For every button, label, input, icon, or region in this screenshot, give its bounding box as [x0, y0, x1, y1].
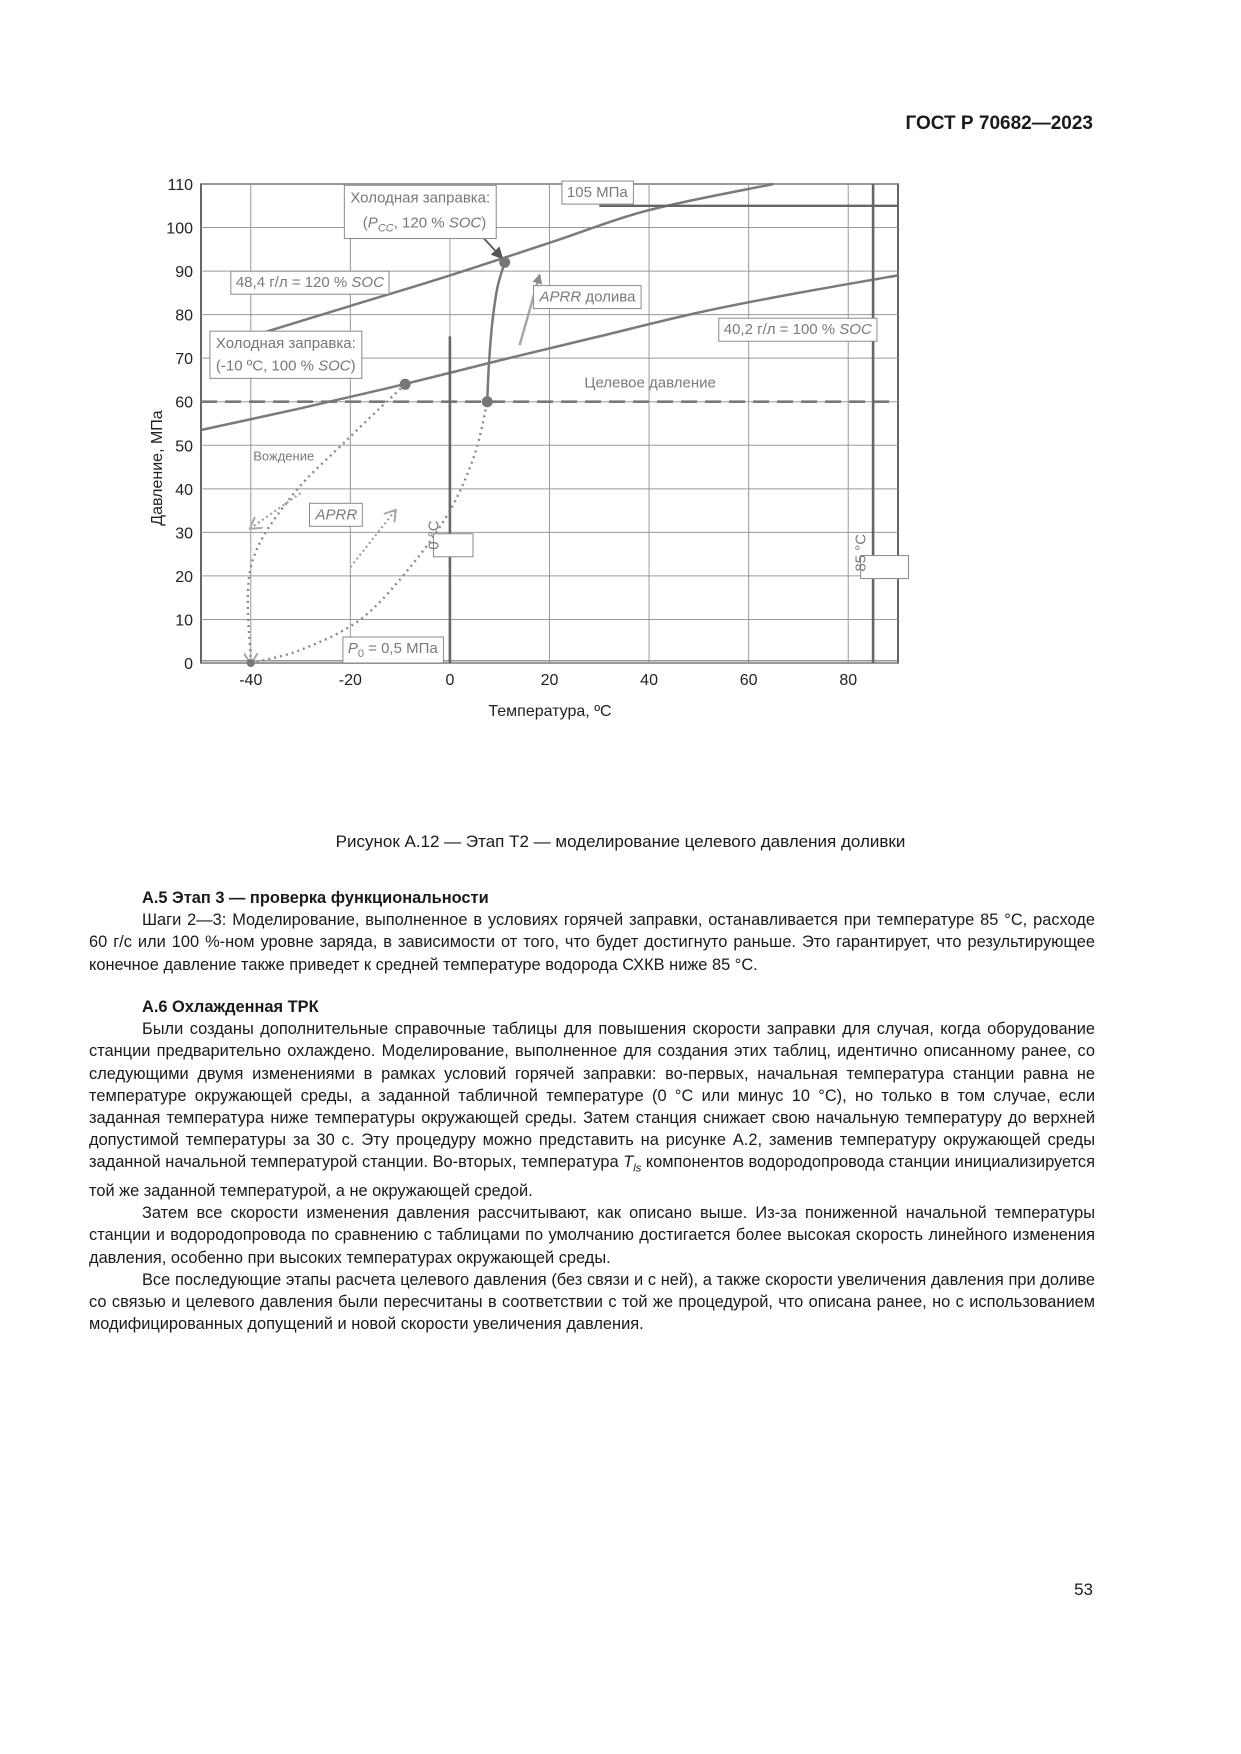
section-heading: А.6 Охлажденная ТРК — [142, 998, 319, 1016]
annotation-part: SOC — [839, 321, 872, 339]
label-p0 — [343, 637, 444, 663]
y-tick-label: 40 — [175, 481, 193, 499]
x-tick-label: -40 — [239, 672, 263, 689]
label-85c — [853, 534, 909, 579]
annotation-part: , 120 % — [393, 214, 449, 232]
y-tick-label: 110 — [167, 177, 193, 194]
y-tick-label: 70 — [175, 351, 193, 369]
y-tick-label: 10 — [175, 612, 193, 630]
annotation-part: 105 МПа — [566, 184, 628, 202]
section-a6 — [89, 996, 1095, 1335]
y-tick-label: 100 — [166, 220, 193, 238]
label-driving-text — [253, 449, 314, 464]
annotation-part: SOC — [448, 214, 482, 232]
section-heading: А.5 Этап 3 — проверка функциональности — [142, 889, 489, 907]
label-cold-fill-cc — [344, 185, 496, 238]
label-100-soc — [719, 318, 877, 341]
key-point — [400, 379, 411, 390]
annotation-part: (-10 ºС, 100 % — [215, 357, 319, 375]
annotation-part: 48,4 г/л = 120 % — [235, 274, 352, 292]
key-point — [499, 257, 510, 268]
label-target-pressure — [584, 374, 716, 391]
figure-caption: Рисунок А.12 — Этап T2 — моделирование целевого давления доливки — [335, 832, 906, 851]
y-tick-label: 0 — [184, 656, 193, 673]
y-axis-label: Давление, МПа — [149, 410, 166, 526]
target-pressure-chart — [140, 177, 1020, 816]
chart-grid — [201, 184, 898, 663]
annotation-part: P — [367, 214, 378, 232]
annotation-part: SOC — [351, 274, 384, 292]
y-tick-label: 60 — [175, 394, 193, 412]
x-axis-label: Температура, ºС — [488, 703, 612, 720]
y-tick-label: 90 — [175, 264, 193, 282]
label-105mpa-text — [567, 184, 628, 201]
chart-ticks — [166, 177, 857, 689]
annotation-part: Целевое давление — [584, 374, 716, 392]
y-tick-label: 20 — [175, 568, 193, 586]
paragraph-text: Были созданы дополнительные справочные таблицы для повышения скорости заправки для случая, когда оборудование станции предварительно охлаждено. Моделирование, выполненное для создания этих таблиц, идентично описанному ранее, со следующими двумя изменениями в рамках условий горячей заправки: во-первых, начальная температура станции равна не температуре окружающей среды, а заданной табличной температуре (0 °С или минус 10 °С), но только в том случае, если заданная температура ниже температуры окружающей среды. Затем станция снижает свою начальную температуру до верхней допустимой температуры за 30 с. Эту процедуру можно представить на рисунке А.2, заменив температуру окружающей среды заданной начальной температурой станции. Во-вторых, температура — [89, 1020, 1095, 1172]
annotation-part: 0 °С — [425, 520, 443, 550]
x-tick-label: 60 — [739, 672, 758, 689]
annotation-part: 0 — [357, 647, 365, 660]
key-point — [247, 659, 255, 667]
label-120-soc-text — [236, 274, 384, 291]
annotation-part: ) — [350, 357, 356, 375]
label-target-pressure-text — [584, 374, 716, 391]
x-tick-label: 40 — [640, 672, 658, 689]
x-tick-label: 80 — [839, 672, 858, 689]
x-tick-label: 0 — [445, 672, 455, 689]
tls-symbol: T — [623, 1153, 634, 1172]
label-driving — [253, 449, 314, 464]
label-aprr-top-text — [539, 289, 637, 306]
tls-subscript: ls — [633, 1162, 642, 1175]
label-100-soc-text — [724, 321, 872, 338]
annotation-part: ) — [481, 214, 487, 232]
annotation-part: долива — [581, 288, 636, 306]
paragraph-text: компонентов водородопровода станции инициализируется той же заданной температурой, а не окружающей средой. — [89, 1153, 1095, 1200]
annotation-part: Вождение — [253, 448, 315, 464]
annotation-part: 40,2 г/л = 100 % — [723, 321, 840, 339]
y-tick-label: 30 — [175, 525, 193, 543]
y-tick-label: 50 — [175, 438, 193, 456]
annotation-part: APRR — [315, 506, 358, 524]
series-line — [487, 262, 504, 401]
annotation-part: SOC — [318, 357, 351, 375]
standard-number: ГОСТ Р 70682—2023 — [905, 113, 1093, 134]
y-tick-label: 80 — [175, 307, 193, 325]
label-85c-text — [853, 534, 870, 572]
section-paragraph — [89, 1018, 1095, 1202]
annotation-part: APRR — [539, 288, 582, 306]
annotation-part: P — [347, 639, 358, 657]
annotation-part: ( — [362, 214, 368, 232]
label-cold-fill-10-line1: Холодная заправка: — [215, 335, 356, 353]
label-120-soc — [231, 271, 389, 294]
section-paragraph: Затем все скорости изменения давления рассчитывают, как описано выше. Из-за пониженной начальной температуры станции и водородопровода по сравнению с таблицами по умолчанию достигается более высокая скорость линейного изменения давления, особенно при высоких температурах окружающей среды. — [89, 1204, 1095, 1267]
label-cold-fill-10 — [210, 331, 362, 378]
label-cold-fill-cc-line1: Холодная заправка: — [350, 189, 491, 207]
label-aprr-top — [534, 286, 642, 309]
chart-labels — [210, 181, 909, 663]
section-a5 — [89, 887, 1095, 976]
x-tick-label: 20 — [540, 672, 559, 689]
label-aprr-bottom-text — [315, 506, 358, 523]
label-105mpa — [562, 181, 633, 204]
label-cold-fill-10-line2 — [216, 357, 356, 374]
key-point — [482, 396, 493, 407]
page-number: 53 — [1074, 1580, 1093, 1599]
annotation-part: = 0,5 МПа — [364, 639, 438, 657]
label-0c-text — [425, 520, 442, 550]
annotation-arrow — [251, 493, 301, 528]
label-aprr-bottom — [310, 503, 363, 526]
annotation-part: CC — [377, 222, 394, 235]
x-tick-label: -20 — [338, 672, 362, 689]
section-paragraph: Шаги 2—3: Моделирование, выполненное в условиях горячей заправки, останавливается при температуре 85 °С, расходе 60 г/с или 100 %-ном уровне заряда, в зависимости от того, что будет достигнуто раньше. Это гарантирует, что результирующее конечное давление также приведет к средней температуре водорода СХКВ ниже 85 °С. — [89, 911, 1095, 974]
section-paragraph: Все последующие этапы расчета целевого давления (без связи и с ней), а также скорости увеличения давления при доливе со связью и целевого давления были пересчитаны в соответствии с той же процедурой, что описана ранее, но с использованием модифицированных допущений и новой скорости увеличения давления. — [89, 1270, 1095, 1334]
annotation-part: 85 °С — [852, 533, 870, 572]
